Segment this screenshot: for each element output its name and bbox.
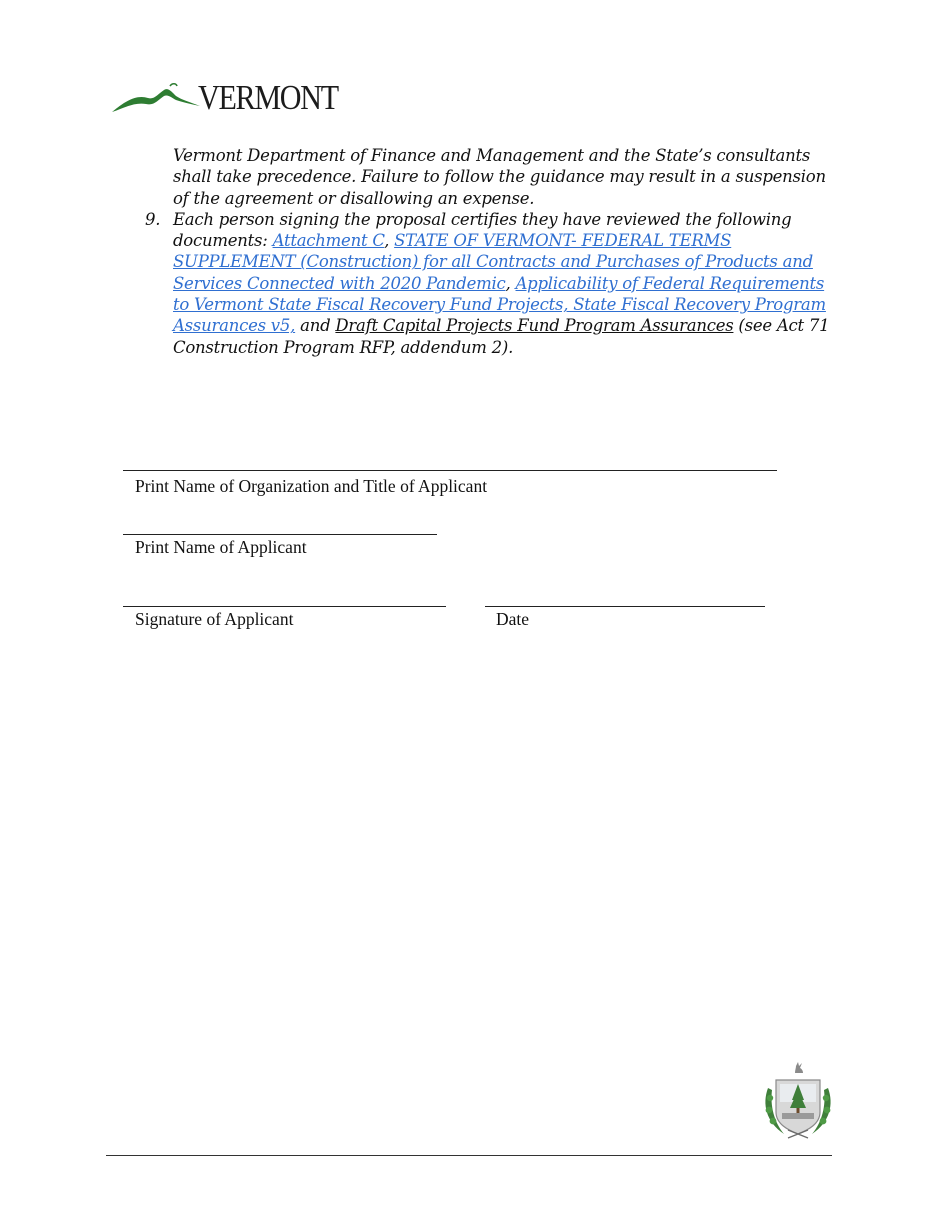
attachment-c-link[interactable]: Attachment C	[272, 231, 385, 251]
item9-intro: Each person signing the proposal certifies they have reviewed the following documents:	[173, 209, 792, 251]
date-label: Date	[496, 609, 530, 629]
signature-label: Signature of Applicant	[135, 609, 294, 629]
org-title-label: Print Name of Organization and Title of Applicant	[135, 476, 488, 496]
footer-divider	[106, 1155, 832, 1156]
federal-terms-supplement-link[interactable]: STATE OF VERMONT- FEDERAL TERMS SUPPLEMENT (Construction) for all Contracts and Purchases of Products and Services Connected with 2020 Pandemic	[173, 231, 813, 293]
and-text: and	[295, 316, 336, 336]
capital-projects-assurances-doc[interactable]: Draft Capital Projects Fund Program Assurances	[335, 316, 734, 336]
applicant-name-line[interactable]	[123, 534, 437, 535]
item9-tail: (see Act 71 Construction Program RFP, addendum 2).	[173, 316, 830, 357]
vermont-logo	[110, 78, 360, 118]
federal-requirements-link[interactable]: Applicability of Federal Requirements to Vermont State Fiscal Recovery Fund Projects, State Fiscal Recovery Program Assurances v5,	[173, 273, 826, 336]
logo-wordmark: VERMONT	[198, 78, 338, 117]
mountain-logo-icon	[110, 82, 205, 116]
signature-line[interactable]	[123, 606, 446, 607]
separator: ,	[384, 231, 395, 251]
date-line[interactable]	[485, 606, 765, 607]
list-item-9	[145, 209, 843, 358]
org-title-signature-line[interactable]	[123, 470, 777, 471]
paragraph-continued: Vermont Department of Finance and Management and the State’s consultants shall take precedence. Failure to follow the guidance may result in a suspension of the agreement or disallowing an expense.	[173, 146, 826, 208]
separator: ,	[505, 273, 516, 293]
list-number: 9.	[145, 209, 161, 229]
vermont-seal-icon	[758, 1060, 838, 1144]
applicant-name-label: Print Name of Applicant	[135, 537, 307, 557]
document-body	[145, 145, 843, 358]
